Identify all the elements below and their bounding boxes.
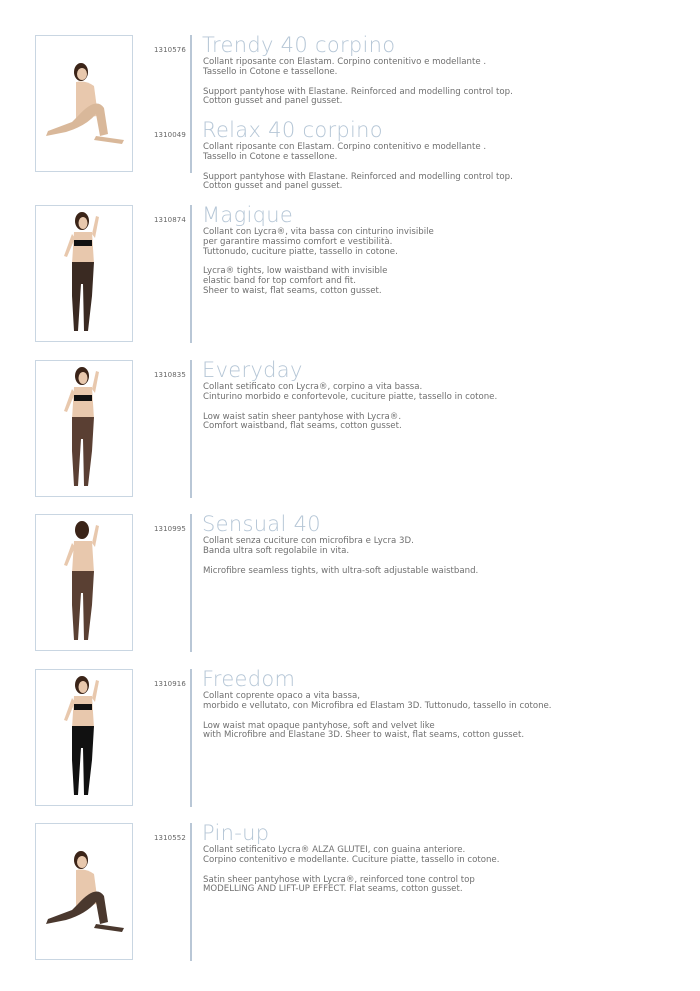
description-line: Lycra® tights, low waistband with invisible xyxy=(203,266,388,277)
product-description xyxy=(203,537,478,586)
product-description xyxy=(203,143,513,202)
description-english xyxy=(203,876,499,896)
description-line: Collant riposante con Elastam. Corpino contenitivo e modellante . xyxy=(203,142,487,152)
divider-rule xyxy=(190,514,192,652)
description-line: MODELLING AND LIFT-UP EFFECT. Flat seams, cotton gusset. xyxy=(203,884,463,895)
product-title: Relax 40 corpino xyxy=(202,118,383,142)
product-group xyxy=(0,669,700,807)
description-line: Satin sheer pantyhose with Lycra®, reinforced tone control top xyxy=(203,874,475,885)
description-line: morbido e vellutato, con Microfibra ed Elastam 3D. Tuttonudo, tassello in cotone. xyxy=(203,700,552,711)
description-line: Support pantyhose with Elastane. Reinforced and modelling control top. xyxy=(203,171,513,182)
product-code: 1310874 xyxy=(154,216,186,224)
description-line: Tassello in Cotone e tassellone. xyxy=(203,66,338,77)
product-group xyxy=(0,205,700,343)
product-title: Pin-up xyxy=(202,821,270,845)
description-english xyxy=(203,567,478,577)
product-description xyxy=(203,383,497,442)
description-line: Cotton gusset and panel gusset. xyxy=(203,181,343,192)
product-title: Sensual 40 xyxy=(202,512,321,536)
description-line: Collant coprente opaco a vita bassa, xyxy=(203,691,360,701)
product-description xyxy=(203,228,434,307)
description-english xyxy=(203,88,513,108)
product-description xyxy=(203,58,513,117)
product-code: 1310576 xyxy=(154,46,186,54)
description-line: Collant setificato Lycra® ALZA GLUTEI, con guaina anteriore. xyxy=(203,845,466,855)
description-english xyxy=(203,267,434,296)
description-line: Collant con Lycra®, vita bassa con cinturino invisibile xyxy=(203,227,434,237)
description-line: with Microfibre and Elastane 3D. Sheer to waist, flat seams, cotton gusset. xyxy=(203,730,525,741)
description-line: Cotton gusset and panel gusset. xyxy=(203,96,343,107)
product-group xyxy=(0,360,700,498)
product-title: Magique xyxy=(202,203,294,227)
divider-rule xyxy=(190,360,192,498)
description-italian xyxy=(203,692,552,712)
description-italian xyxy=(203,537,478,557)
description-english xyxy=(203,413,497,433)
product-code: 1310995 xyxy=(154,525,186,533)
product-group xyxy=(0,33,700,192)
description-italian xyxy=(203,143,513,163)
description-line: Banda ultra soft regolabile in vita. xyxy=(203,545,350,556)
product-title: Trendy 40 corpino xyxy=(202,33,396,57)
divider-rule xyxy=(190,669,192,807)
description-italian xyxy=(203,846,499,866)
product-photo xyxy=(35,669,133,806)
product-title: Everyday xyxy=(202,358,303,382)
product-title: Freedom xyxy=(202,667,296,691)
description-line: elastic band for top comfort and fit. xyxy=(203,276,357,287)
description-line: Support pantyhose with Elastane. Reinforced and modelling control top. xyxy=(203,86,513,97)
description-italian xyxy=(203,58,513,78)
product-photo xyxy=(35,823,133,960)
description-italian xyxy=(203,383,497,403)
product-group xyxy=(0,514,700,652)
description-line: Cinturino morbido e confortevole, cuciture piatte, tassello in cotone. xyxy=(203,391,498,402)
description-line: Low waist mat opaque pantyhose, soft and velvet like xyxy=(203,720,435,731)
product-code: 1310835 xyxy=(154,371,186,379)
product-code: 1310049 xyxy=(154,131,186,139)
description-line: Collant setificato con Lycra®, corpino a vita bassa. xyxy=(203,382,423,392)
description-italian xyxy=(203,228,434,257)
divider-rule xyxy=(190,35,192,173)
description-line: Sheer to waist, flat seams, cotton gusset. xyxy=(203,285,382,296)
divider-rule xyxy=(190,823,192,961)
description-line: Collant riposante con Elastam. Corpino contenitivo e modellante . xyxy=(203,57,487,67)
description-line: per garantire massimo comfort e vestibilità. xyxy=(203,236,393,247)
product-description xyxy=(203,846,499,905)
product-photo xyxy=(35,35,133,172)
product-code: 1310916 xyxy=(154,680,186,688)
description-line: Tuttonudo, cuciture piatte, tassello in cotone. xyxy=(203,246,398,257)
description-line: Corpino contenitivo e modellante. Cuciture piatte, tassello in cotone. xyxy=(203,854,500,865)
product-photo xyxy=(35,360,133,497)
description-line: Low waist satin sheer pantyhose with Lycra®. xyxy=(203,411,402,422)
description-line: Comfort waistband, flat seams, cotton gusset. xyxy=(203,421,402,432)
description-line: Tassello in Cotone e tassellone. xyxy=(203,151,338,162)
description-line: Microfibre seamless tights, with ultra-soft adjustable waistband. xyxy=(203,565,479,576)
description-english xyxy=(203,722,552,742)
product-photo xyxy=(35,205,133,342)
product-description xyxy=(203,692,552,751)
description-english xyxy=(203,173,513,193)
product-photo xyxy=(35,514,133,651)
product-code: 1310552 xyxy=(154,834,186,842)
product-group xyxy=(0,823,700,961)
divider-rule xyxy=(190,205,192,343)
description-line: Collant senza cuciture con microfibra e Lycra 3D. xyxy=(203,536,414,546)
